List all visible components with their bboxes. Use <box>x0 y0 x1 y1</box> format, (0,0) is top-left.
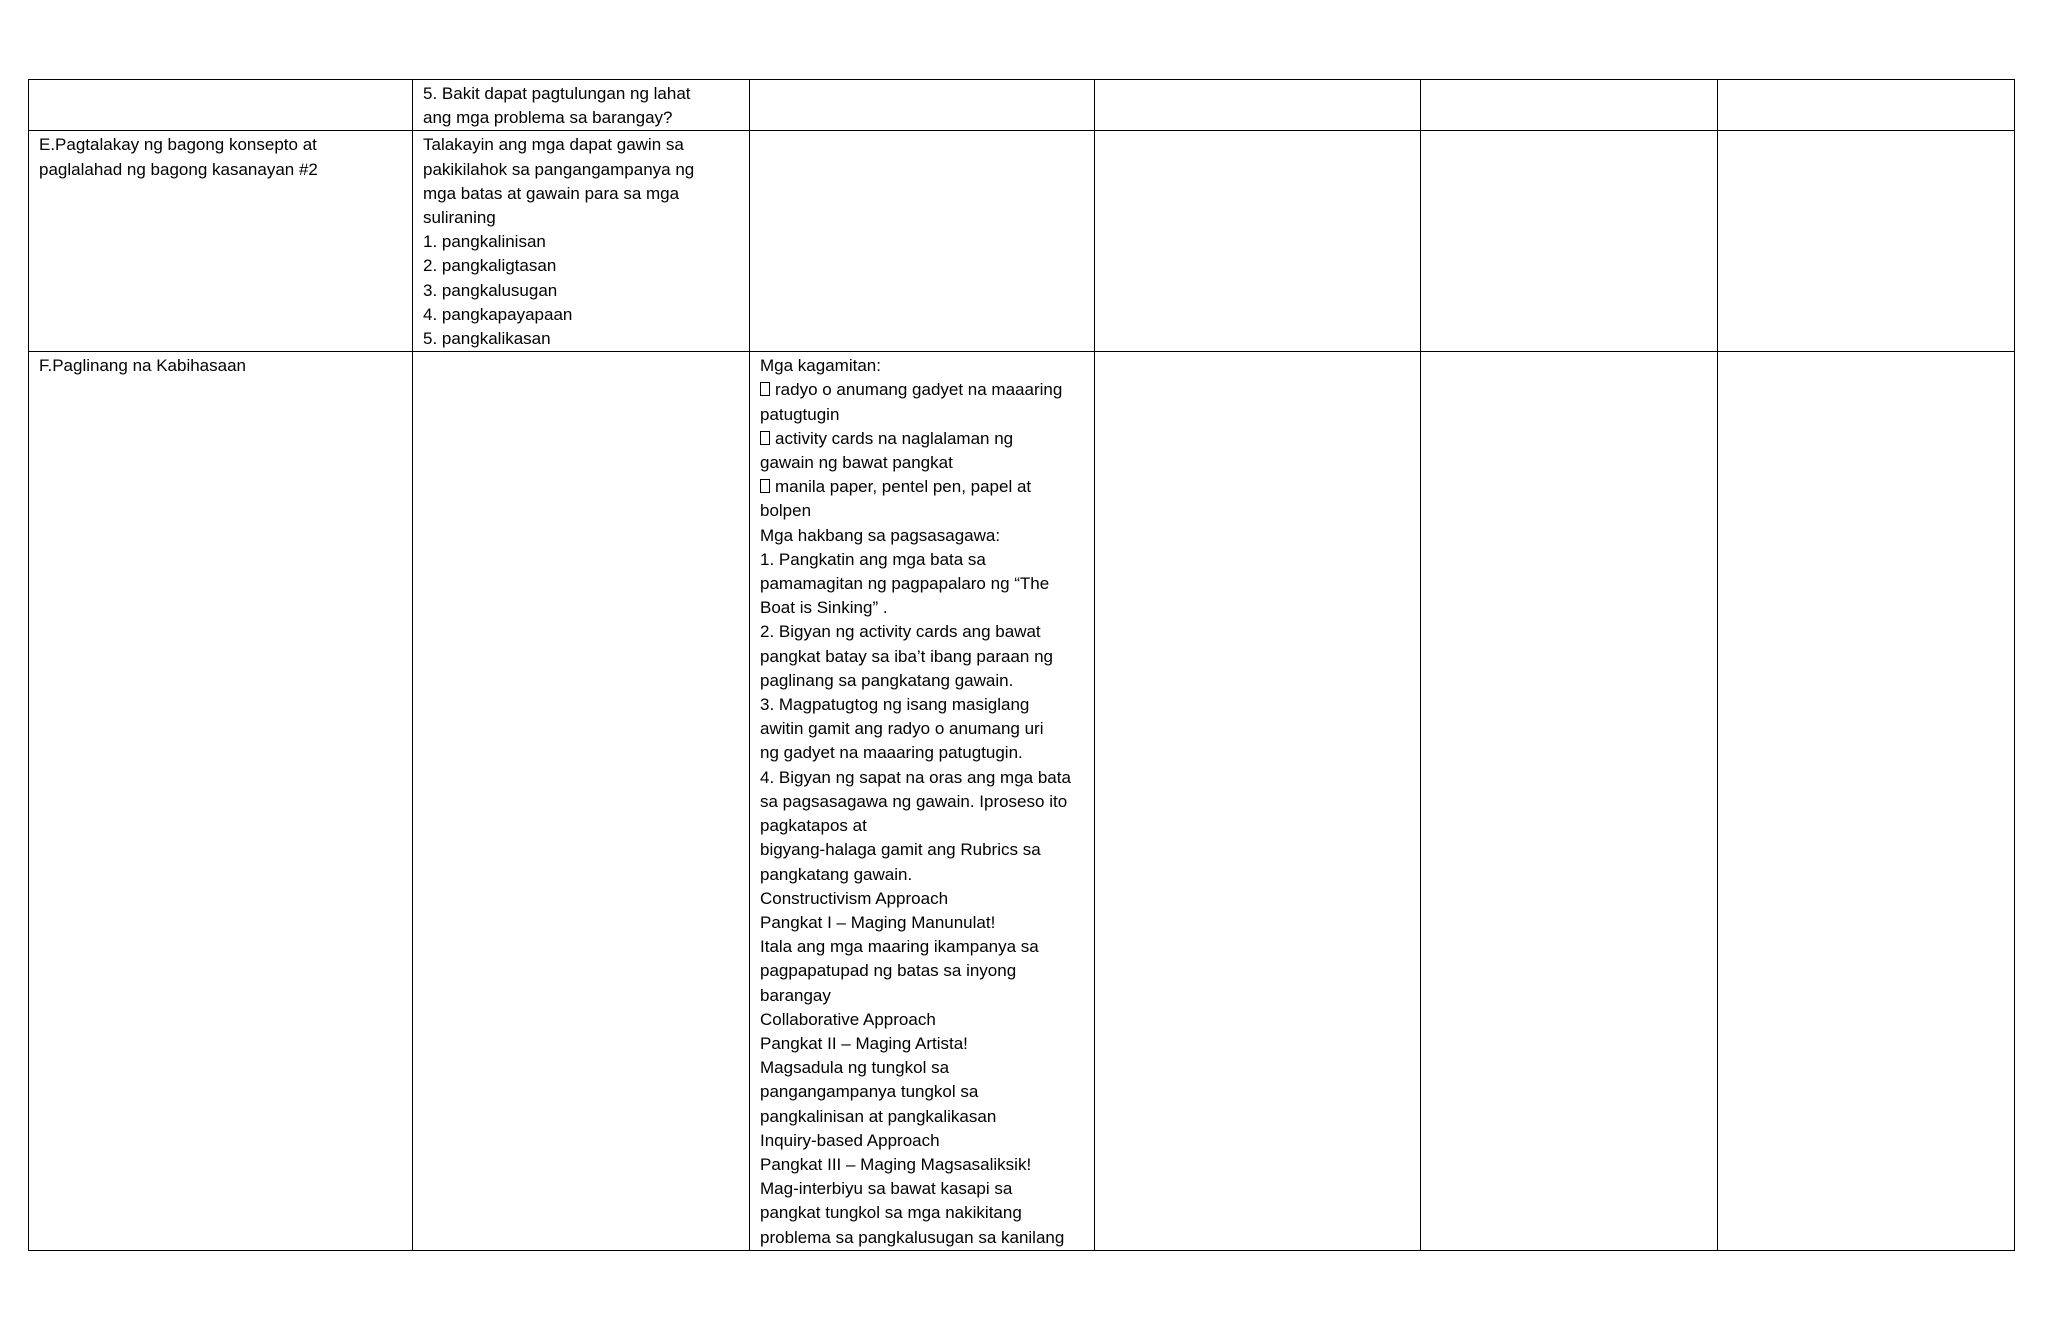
text-line: awitin gamit ang radyo o anumang uri <box>760 719 1044 739</box>
bullet-box-icon <box>760 431 770 445</box>
activity-cell <box>750 131 1095 352</box>
text-line: sa pagsasagawa ng gawain. Iproseso ito <box>760 791 1068 811</box>
text-line: Mga hakbang sa pagsasagawa: <box>760 525 1001 545</box>
procedure-label-cell <box>29 131 413 352</box>
bullet-line <box>760 427 1084 451</box>
bullet-box-icon <box>760 479 770 493</box>
text-line: patugtugin <box>760 404 840 424</box>
text-line: Talakayin ang mga dapat gawin sa <box>423 135 684 155</box>
text-line: radyo o anumang gadyet na maaaring <box>775 380 1063 400</box>
text-line: pagpapatupad ng batas sa inyong <box>760 961 1017 981</box>
content-cell <box>413 80 750 131</box>
text-line: Constructivism Approach <box>760 888 949 908</box>
empty-cell <box>1095 352 1421 1251</box>
text-line: ang mga problema sa barangay? <box>423 108 673 128</box>
text-line: 2. Bigyan ng activity cards ang bawat <box>760 622 1041 642</box>
activity-cell <box>750 80 1095 131</box>
text-line: 4. pangkapayapaan <box>423 304 573 324</box>
empty-cell <box>1421 352 1718 1251</box>
text-line: Pangkat II – Maging Artista! <box>760 1033 968 1053</box>
text-line: 3. pangkalusugan <box>423 280 558 300</box>
text-line: F.Paglinang na Kabihasaan <box>39 356 246 376</box>
text-line: Mag-interbiyu sa bawat kasapi sa <box>760 1179 1013 1199</box>
text-line: suliraning <box>423 208 496 228</box>
text-line: Pangkat I – Maging Manunulat! <box>760 912 996 932</box>
table-row <box>29 131 2015 352</box>
text-line: 3. Magpatugtog ng isang masiglang <box>760 695 1030 715</box>
content-cell <box>413 352 750 1251</box>
bullet-line <box>760 378 1084 402</box>
text-line: Collaborative Approach <box>760 1009 936 1029</box>
text-line: gawain ng bawat pangkat <box>760 453 953 473</box>
text-line: Pangkat III – Maging Magsasaliksik! <box>760 1154 1032 1174</box>
empty-cell <box>1718 131 2015 352</box>
text-line: 4. Bigyan ng sapat na oras ang mga bata <box>760 767 1071 787</box>
text-line: paglinang sa pangkatang gawain. <box>760 670 1014 690</box>
text-line: pakikilahok sa pangangampanya ng <box>423 159 695 179</box>
text-line: pagkatapos at <box>760 816 867 836</box>
text-line: manila paper, pentel pen, papel at <box>775 477 1032 497</box>
text-line: pangkat batay sa iba’t ibang paraan ng <box>760 646 1054 666</box>
text-line: pangkalinisan at pangkalikasan <box>760 1106 997 1126</box>
bullet-line <box>760 475 1084 499</box>
text-line: bolpen <box>760 501 812 521</box>
table-row <box>29 352 2015 1251</box>
empty-cell <box>1718 352 2015 1251</box>
text-line: activity cards na naglalaman ng <box>775 428 1014 448</box>
text-line: E.Pagtalakay ng bagong konsepto at <box>39 135 317 155</box>
text-line: Itala ang mga maaring ikampanya sa <box>760 937 1039 957</box>
text-line: bigyang-halaga gamit ang Rubrics sa <box>760 840 1041 860</box>
text-line: problema sa pangkalusugan sa kanilang <box>760 1227 1065 1247</box>
empty-cell <box>1421 131 1718 352</box>
empty-cell <box>1718 80 2015 131</box>
text-line: 5. pangkalikasan <box>423 329 551 349</box>
procedure-label-cell <box>29 352 413 1251</box>
text-line: paglalahad ng bagong kasanayan #2 <box>39 159 318 179</box>
table-row <box>29 80 2015 131</box>
text-line: Inquiry-based Approach <box>760 1130 940 1150</box>
text-line: pangangampanya tungkol sa <box>760 1082 979 1102</box>
text-line: ng gadyet na maaaring patugtugin. <box>760 743 1023 763</box>
text-line: pangkat tungkol sa mga nakikitang <box>760 1203 1022 1223</box>
text-line: mga batas at gawain para sa mga <box>423 183 680 203</box>
text-line: 5. Bakit dapat pagtulungan ng lahat <box>423 84 691 103</box>
empty-cell <box>1095 80 1421 131</box>
content-cell <box>413 131 750 352</box>
text-line: pangkatang gawain. <box>760 864 913 884</box>
text-line: 1. Pangkatin ang mga bata sa <box>760 549 986 569</box>
text-line: 1. pangkalinisan <box>423 232 546 252</box>
activity-cell <box>750 352 1095 1251</box>
text-line: Magsadula ng tungkol sa <box>760 1058 950 1078</box>
text-line: 2. pangkaligtasan <box>423 256 557 276</box>
empty-cell <box>1095 131 1421 352</box>
lesson-plan-table <box>28 79 2015 1251</box>
text-line: Boat is Sinking” . <box>760 598 888 618</box>
empty-cell <box>1421 80 1718 131</box>
text-line: Mga kagamitan: <box>760 356 881 376</box>
bullet-box-icon <box>760 382 770 396</box>
procedure-label-cell <box>29 80 413 131</box>
text-line: barangay <box>760 985 831 1005</box>
text-line: pamamagitan ng pagpapalaro ng “The <box>760 574 1050 594</box>
